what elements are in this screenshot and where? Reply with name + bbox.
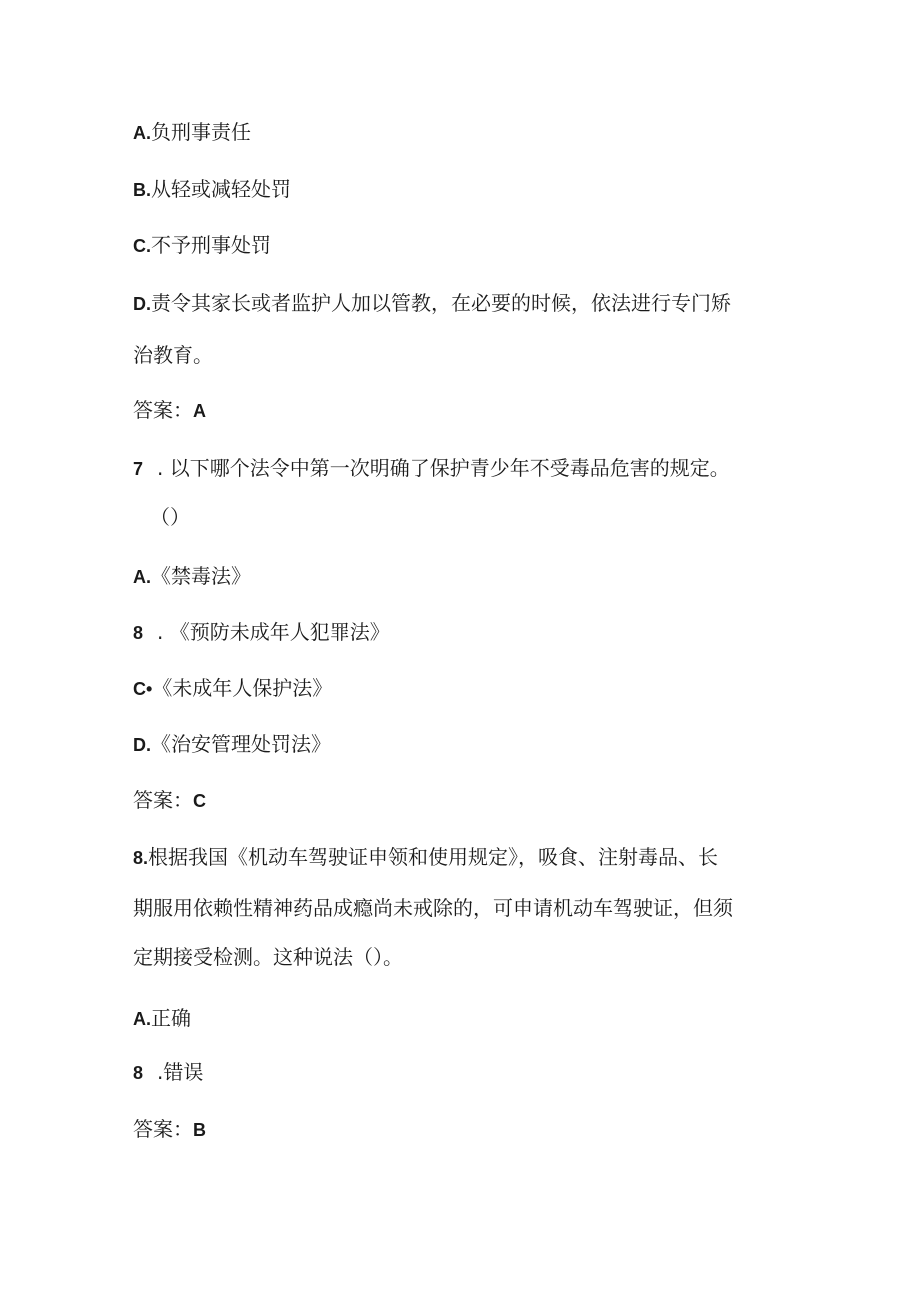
answer-value: A (193, 401, 206, 421)
answer-line (133, 396, 206, 425)
option-text: . 《预防未成年人犯罪法》 (157, 620, 390, 644)
answer-value: B (193, 1120, 206, 1140)
option-text: 负刑事责任 (151, 120, 251, 144)
option-marker: A. (133, 567, 151, 587)
option-marker: 8 (133, 623, 144, 643)
question-number: 7 (133, 459, 144, 479)
answer-label: 答案： (133, 398, 193, 422)
question-7-line (133, 454, 730, 483)
option-a-line (133, 1004, 191, 1033)
answer-label: 答案： (133, 788, 193, 812)
option-marker: A. (133, 123, 151, 143)
option-b-line (133, 175, 291, 204)
option-marker: A. (133, 1009, 151, 1029)
option-b-line (133, 618, 390, 647)
option-text: 不予刑事处罚 (151, 233, 271, 257)
question-text: 根据我国《机动车驾驶证申领和使用规定》，吸食、注射毒品、长 (148, 845, 719, 869)
option-marker: C. (133, 236, 151, 256)
answer-line (133, 786, 206, 815)
option-marker: 8 (133, 1063, 144, 1083)
question-text: （） (150, 505, 190, 529)
option-text: 正确 (151, 1006, 191, 1030)
option-text: .错误 (157, 1060, 204, 1084)
option-d-line (133, 289, 731, 318)
option-marker: C• (133, 679, 153, 699)
option-marker: D. (133, 294, 151, 314)
question-text: 期服用依赖性精神药品成瘾尚未戒除的，可申请机动车驾驶证，但须 (133, 896, 733, 920)
option-text: 《禁毒法》 (151, 564, 251, 588)
option-d-line (133, 730, 331, 759)
question-8-line (133, 843, 718, 872)
option-text: 责令其家长或者监护人加以管教，在必要的时候，依法进行专门矫 (151, 291, 731, 315)
question-8-continuation (133, 943, 403, 971)
option-marker: B. (133, 180, 151, 200)
question-7-blank (150, 503, 190, 531)
option-a-line (133, 118, 251, 147)
option-d-continuation (133, 341, 213, 369)
question-text: 定期接受检测。这种说法（）。 (133, 945, 403, 969)
option-text: 从轻或减轻处罚 (151, 177, 291, 201)
option-marker: D. (133, 735, 151, 755)
option-text: 《未成年人保护法》 (152, 676, 333, 700)
option-c-line (133, 674, 332, 703)
option-a-line (133, 562, 251, 591)
option-text: 治教育。 (133, 343, 213, 367)
question-8-continuation (133, 894, 733, 922)
answer-value: C (193, 791, 206, 811)
question-number: 8. (133, 848, 149, 868)
question-text: . 以下哪个法令中第一次明确了保护青少年不受毒品危害的规定。 (157, 456, 730, 480)
answer-label: 答案： (133, 1117, 193, 1141)
option-c-line (133, 231, 271, 260)
answer-line (133, 1115, 206, 1144)
option-text: 《治安管理处罚法》 (151, 732, 331, 756)
option-b-line (133, 1058, 203, 1087)
